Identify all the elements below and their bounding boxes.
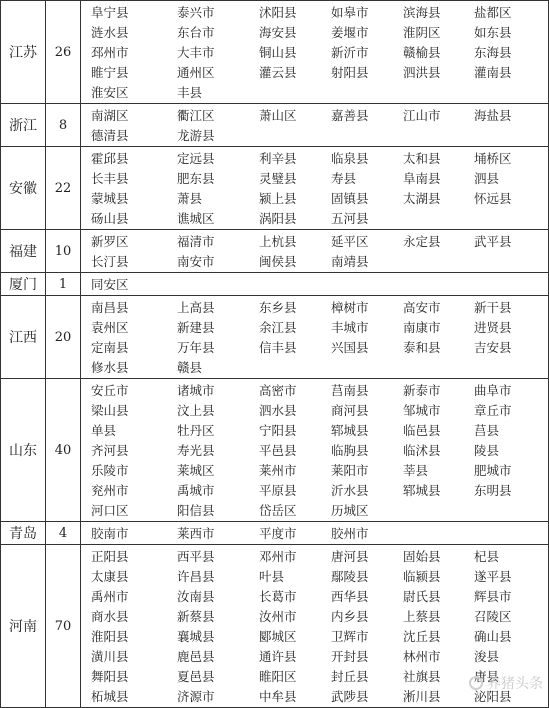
county-name: 舞阳县: [91, 669, 129, 684]
county-name: 陵县: [474, 443, 500, 458]
county-name: 上高县: [177, 300, 215, 315]
county-name: 上杭县: [259, 234, 297, 249]
county-name: 德清县: [91, 128, 129, 143]
county-name: 泗洪县: [403, 65, 441, 80]
county-name: 进贤县: [474, 320, 512, 335]
county-name: 邹城市: [403, 403, 441, 418]
county-name: 汝南县: [177, 589, 215, 604]
county-name: 莱城区: [177, 463, 215, 478]
county-name: 武陟县: [331, 689, 369, 704]
county-name: 高密市: [259, 383, 297, 398]
province-name: 安徽: [1, 147, 46, 230]
county-name: 莒南县: [331, 383, 369, 398]
county-name: 南靖县: [331, 254, 369, 269]
county-name: 袁州区: [91, 320, 129, 335]
county-name: 汝州市: [259, 609, 297, 624]
county-name: 新泰市: [403, 383, 441, 398]
county-name: 封丘县: [331, 669, 369, 684]
county-name: 万年县: [177, 340, 215, 355]
county-name: 武平县: [474, 234, 512, 249]
county-name: 临沭县: [403, 443, 441, 458]
county-name: 同安区: [91, 277, 129, 292]
county-name: 唐河县: [331, 549, 369, 564]
county-count: 20: [46, 296, 81, 379]
county-name: 南康市: [403, 320, 441, 335]
county-name: 历城区: [331, 503, 369, 518]
county-name: 商河县: [331, 403, 369, 418]
county-list: [81, 147, 549, 230]
county-name: 阳信县: [177, 503, 215, 518]
county-name: 临朐县: [331, 443, 369, 458]
province-name: 浙江: [1, 104, 46, 147]
county-name: 济源市: [177, 689, 215, 704]
county-name: 海盐县: [474, 108, 512, 123]
province-name: 福建: [1, 230, 46, 273]
county-name: 余江县: [259, 320, 297, 335]
county-name: 五河县: [331, 211, 369, 226]
county-name: 邓州市: [259, 549, 297, 564]
county-name: 乐陵市: [91, 463, 129, 478]
county-name: 定远县: [177, 151, 215, 166]
county-name: 西华县: [331, 589, 369, 604]
county-list: [81, 1, 549, 104]
county-name: 淮阳县: [91, 629, 129, 644]
county-name: 阜宁县: [91, 5, 129, 20]
county-name: 淅川县: [403, 689, 441, 704]
county-name: 长丰县: [91, 171, 129, 186]
county-name: 高安市: [403, 300, 441, 315]
county-name: 沈丘县: [403, 629, 441, 644]
county-name: 沂水县: [331, 483, 369, 498]
region-row: [1, 147, 549, 230]
county-name: 安丘市: [91, 383, 129, 398]
county-name: 辉县市: [474, 589, 512, 604]
county-name: 沭阳县: [259, 5, 297, 20]
county-name: 平度市: [259, 526, 297, 541]
county-name: 利辛县: [259, 151, 297, 166]
county-name: 尉氏县: [403, 589, 441, 604]
county-name: 确山县: [474, 629, 512, 644]
county-name: 新沂市: [331, 45, 369, 60]
county-name: 新干县: [474, 300, 512, 315]
county-count: 70: [46, 545, 81, 708]
county-name: 河口区: [91, 503, 129, 518]
county-name: 章丘市: [474, 403, 512, 418]
region-row: [1, 545, 549, 708]
county-name: 郓城县: [403, 483, 441, 498]
province-name: 厦门: [1, 273, 46, 296]
county-name: 潢川县: [91, 649, 129, 664]
county-name: 颍上县: [259, 191, 297, 206]
county-name: 如东县: [474, 25, 512, 40]
county-name: 赣榆县: [403, 45, 441, 60]
region-row: [1, 296, 549, 379]
county-name: 东明县: [474, 483, 512, 498]
region-row: [1, 104, 549, 147]
county-name: 如皋市: [331, 5, 369, 20]
county-name: 太康县: [91, 569, 129, 584]
county-name: 上蔡县: [403, 609, 441, 624]
county-name: 灌云县: [259, 65, 297, 80]
county-name: 海安县: [259, 25, 297, 40]
county-name: 正阳县: [91, 549, 129, 564]
county-name: 肥东县: [177, 171, 215, 186]
region-row: [1, 273, 549, 296]
county-name: 胶南市: [91, 526, 129, 541]
county-name: 嘉善县: [331, 108, 369, 123]
county-name: 丰县: [177, 85, 203, 100]
county-name: 夏邑县: [177, 669, 215, 684]
county-name: 丰城市: [331, 320, 369, 335]
county-name: 太和县: [403, 151, 441, 166]
county-name: 灌南县: [474, 65, 512, 80]
county-count: 4: [46, 522, 81, 545]
county-name: 泌阳县: [474, 689, 512, 704]
county-name: 长汀县: [91, 254, 129, 269]
county-name: 通许县: [259, 649, 297, 664]
county-name: 召陵区: [474, 609, 512, 624]
county-name: 萧山区: [259, 108, 297, 123]
county-name: 叶县: [259, 569, 285, 584]
county-name: 固镇县: [331, 191, 369, 206]
county-name: 禹城市: [177, 483, 215, 498]
county-name: 淮阴区: [403, 25, 441, 40]
county-name: 鄢陵县: [331, 569, 369, 584]
county-name: 内乡县: [331, 609, 369, 624]
county-name: 新建县: [177, 320, 215, 335]
county-name: 杞县: [474, 549, 500, 564]
county-name: 胶州市: [331, 526, 369, 541]
province-name: 青岛: [1, 522, 46, 545]
county-name: 寿县: [331, 171, 357, 186]
county-name: 怀远县: [474, 191, 512, 206]
county-name: 鹿邑县: [177, 649, 215, 664]
county-count: 40: [46, 379, 81, 522]
region-row: [1, 230, 549, 273]
county-name: 西平县: [177, 549, 215, 564]
county-count: 26: [46, 1, 81, 104]
county-name: 南湖区: [91, 108, 129, 123]
county-name: 齐河县: [91, 443, 129, 458]
county-name: 南昌县: [91, 300, 129, 315]
county-name: 东海县: [474, 45, 512, 60]
county-name: 固始县: [403, 549, 441, 564]
county-name: 肥城市: [474, 463, 512, 478]
county-name: 泗县: [474, 171, 500, 186]
county-name: 林州市: [403, 649, 441, 664]
county-name: 莱州市: [259, 463, 297, 478]
county-name: 太湖县: [403, 191, 441, 206]
county-name: 滨海县: [403, 5, 441, 20]
region-row: [1, 379, 549, 522]
county-name: 卫辉市: [331, 629, 369, 644]
county-name: 信丰县: [259, 340, 297, 355]
county-list: [81, 379, 549, 522]
county-name: 泰兴市: [177, 5, 215, 20]
county-name: 福清市: [177, 234, 215, 249]
county-count: 22: [46, 147, 81, 230]
county-list: [81, 522, 549, 545]
province-name: 江西: [1, 296, 46, 379]
county-name: 定南县: [91, 340, 129, 355]
county-name: 曲阜市: [474, 383, 512, 398]
county-name: 淮安区: [91, 85, 129, 100]
county-name: 衢江区: [177, 108, 215, 123]
county-name: 邳州市: [91, 45, 129, 60]
county-name: 唐县: [474, 669, 500, 684]
county-name: 莘县: [403, 463, 429, 478]
county-name: 修水县: [91, 360, 129, 375]
county-name: 通州区: [177, 65, 215, 80]
county-name: 睢宁县: [91, 65, 129, 80]
county-name: 砀山县: [91, 211, 129, 226]
county-name: 梁山县: [91, 403, 129, 418]
county-name: 莒县: [474, 423, 500, 438]
county-name: 临泉县: [331, 151, 369, 166]
county-name: 宁阳县: [259, 423, 297, 438]
county-name: 中牟县: [259, 689, 297, 704]
county-name: 临邑县: [403, 423, 441, 438]
county-name: 延平区: [331, 234, 369, 249]
county-name: 单县: [91, 423, 117, 438]
wechat-icon: [469, 676, 483, 690]
county-name: 龙游县: [177, 128, 215, 143]
county-name: 寿光县: [177, 443, 215, 458]
county-name: 襄城县: [177, 629, 215, 644]
county-name: 柘城县: [91, 689, 129, 704]
province-name: 河南: [1, 545, 46, 708]
county-name: 赣县: [177, 360, 203, 375]
county-name: 莱西市: [177, 526, 215, 541]
county-name: 社旗县: [403, 669, 441, 684]
county-name: 泗水县: [259, 403, 297, 418]
county-name: 闽侯县: [259, 254, 297, 269]
county-count: 10: [46, 230, 81, 273]
county-name: 霍邱县: [91, 151, 129, 166]
county-list: [81, 104, 549, 147]
county-name: 涟水县: [91, 25, 129, 40]
county-name: 姜堰市: [331, 25, 369, 40]
county-name: 兴国县: [331, 340, 369, 355]
province-name: 江苏: [1, 1, 46, 104]
county-name: 睢阳区: [259, 669, 297, 684]
county-name: 商水县: [91, 609, 129, 624]
county-name: 埇桥区: [474, 151, 512, 166]
county-name: 开封县: [331, 649, 369, 664]
county-count: 1: [46, 273, 81, 296]
county-name: 涡阳县: [259, 211, 297, 226]
county-name: 牡丹区: [177, 423, 215, 438]
county-list: [81, 273, 549, 296]
county-name: 平原县: [259, 483, 297, 498]
province-name: 山东: [1, 379, 46, 522]
county-name: 蒙城县: [91, 191, 129, 206]
watermark: [469, 673, 543, 693]
watermark-text: 养猪头条: [487, 676, 543, 692]
county-name: 汶上县: [177, 403, 215, 418]
county-name: 盐都区: [474, 5, 512, 20]
county-name: 大丰市: [177, 45, 215, 60]
county-name: 许昌县: [177, 569, 215, 584]
county-name: 永定县: [403, 234, 441, 249]
county-name: 阜南县: [403, 171, 441, 186]
county-name: 郾城区: [259, 629, 297, 644]
region-row: [1, 1, 549, 104]
county-name: 郓城县: [331, 423, 369, 438]
county-name: 新蔡县: [177, 609, 215, 624]
region-row: [1, 522, 549, 545]
county-name: 樟树市: [331, 300, 369, 315]
county-name: 兖州市: [91, 483, 129, 498]
county-name: 泰和县: [403, 340, 441, 355]
county-name: 东台市: [177, 25, 215, 40]
county-name: 禹州市: [91, 589, 129, 604]
county-name: 江山市: [403, 108, 441, 123]
county-name: 萧县: [177, 191, 203, 206]
county-name: 临颍县: [403, 569, 441, 584]
county-name: 浚县: [474, 649, 500, 664]
county-name: 铜山县: [259, 45, 297, 60]
county-name: 莱阳市: [331, 463, 369, 478]
county-name: 新罗区: [91, 234, 129, 249]
county-name: 吉安县: [474, 340, 512, 355]
county-list: [81, 296, 549, 379]
county-name: 灵璧县: [259, 171, 297, 186]
county-count: 8: [46, 104, 81, 147]
county-list: [81, 230, 549, 273]
county-name: 平邑县: [259, 443, 297, 458]
county-name: 南安市: [177, 254, 215, 269]
county-name: 长葛市: [259, 589, 297, 604]
county-name: 诸城市: [177, 383, 215, 398]
county-name: 射阳县: [331, 65, 369, 80]
county-name: 谯城区: [177, 211, 215, 226]
county-name: 遂平县: [474, 569, 512, 584]
county-name: 东乡县: [259, 300, 297, 315]
county-name: 岱岳区: [259, 503, 297, 518]
